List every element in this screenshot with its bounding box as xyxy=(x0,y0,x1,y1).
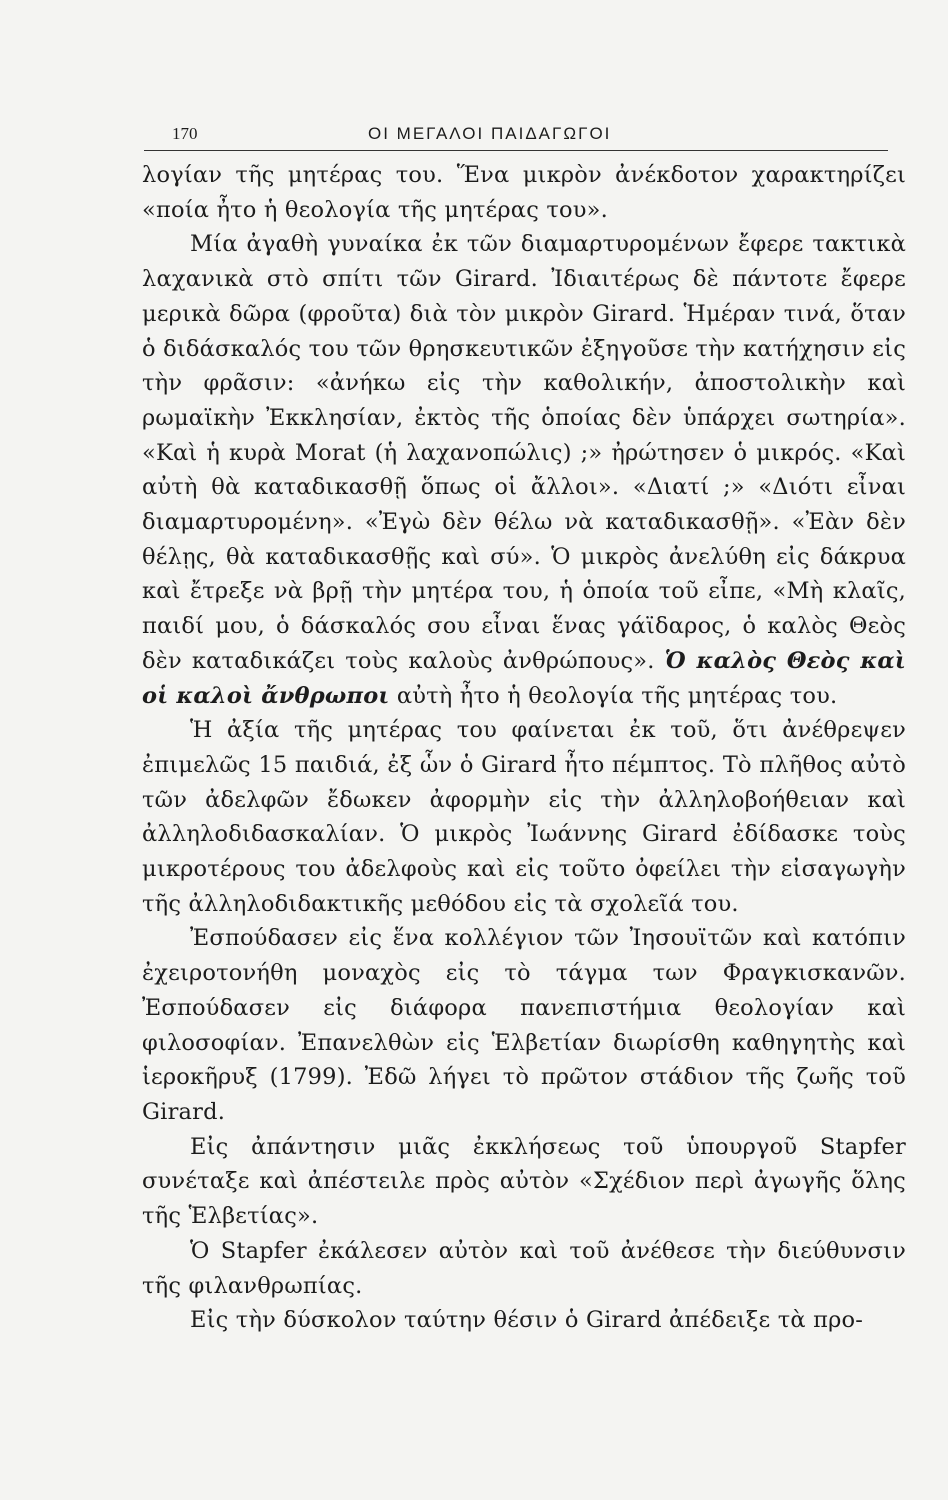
emphasis-phrase: Ὁ καλὸς Θεὸς καὶ οἱ καλοὶ ἄνθρωποι xyxy=(142,647,906,709)
paragraph-2-tail: αὐτὴ ἦτο ἡ θεολογία τῆς μητέρας του. xyxy=(396,682,838,709)
running-title: ΟΙ ΜΕΓΑΛΟΙ ΠΑΙΔΑΓΩΓΟΙ xyxy=(368,124,612,143)
paragraph-7: Εἰς τὴν δύσκολον ταύτην θέσιν ὁ Girard ἀπέδειξε τὰ προ- xyxy=(190,1307,864,1334)
page-number: 170 xyxy=(172,124,198,143)
paragraph-5: Εἰς ἀπάντησιν μιᾶς ἐκκλήσεως τοῦ ὑπουργοῦ Stapfer συνέταξε καὶ ἀπέστειλε πρὸς αὐτὸν «Σχέδιον περὶ ἀγωγῆς ὅλης τῆς Ἑλβετίας». xyxy=(142,1133,906,1230)
paragraph-3: Ἡ ἀξία τῆς μητέρας του φαίνεται ἐκ τοῦ, ὅτι ἀνέθρεψεν ἐπιμελῶς 15 παιδιά, ἐξ ὧν ὁ Girard ἦτο πέμπτος. Τὸ πλῆθος αὐτὸ τῶν ἀδελφῶν ἔδωκεν ἀφορμὴν εἰς τὴν ἀλληλοβοήθειαν καὶ ἀλληλοδιδασκαλίαν. Ὁ μικρὸς Ἰωάννης Girard ἐδίδασκε τοὺς μικροτέρους του ἀδελφοὺς καὶ εἰς τοῦτο ὀφείλει τὴν εἰσαγωγὴν τῆς ἀλληλοδιδακτικῆς μεθόδου εἰς τὰ σχολεῖά του. xyxy=(142,717,906,917)
body-text xyxy=(142,158,906,1338)
paragraph-4: Ἐσπούδασεν εἰς ἕνα κολλέγιον τῶν Ἰησουϊτῶν καὶ κατόπιν ἐχειροτονήθη μοναχὸς εἰς τὸ τάγμα των Φραγκισκανῶν. Ἐσπούδασεν εἰς διάφορα πανεπιστήμια θεολογίαν καὶ φιλοσοφίαν. Ἐπανελθὼν εἰς Ἑλβετίαν διωρίσθη καθηγητὴς καὶ ἱεροκῆρυξ (1799). Ἐδῶ λήγει τὸ πρῶτον στάδιον τῆς ζωῆς τοῦ Girard. xyxy=(142,925,906,1125)
paragraph-6: Ὁ Stapfer ἐκάλεσεν αὐτὸν καὶ τοῦ ἀνέθεσε τὴν διεύθυνσιν τῆς φιλανθρωπίας. xyxy=(142,1237,906,1299)
paragraph-1: λογίαν τῆς μητέρας του. Ἕνα μικρὸν ἀνέκδοτον χαρακτηρίζει «ποία ἦτο ἡ θεολογία τῆς μητέρας του». xyxy=(142,162,906,223)
page-header xyxy=(144,124,888,151)
paragraph-2 xyxy=(142,227,906,713)
paragraph-2-text: Μία ἀγαθὴ γυναίκα ἐκ τῶν διαμαρτυρομένων ἔφερε τακτικὰ λαχανικὰ στὸ σπίτι τῶν Girard. Ἰδιαιτέρως δὲ πάντοτε ἔφερε μερικὰ δῶρα (φροῦτα) διὰ τὸν μικρὸν Girard. Ἡμέραν τινά, ὅταν ὁ διδάσκαλός του τῶν θρησκευτικῶν ἐξηγοῦσε τὴν κατήχησιν εἰς τὴν φρᾶσιν: «ἀνήκω εἰς τὴν καθολικήν, ἀποστολικὴν καὶ ρωμαϊκὴν Ἐκκλησίαν, ἐκτὸς τῆς ὁποίας δὲν ὑπάρχει σωτηρία». «Καὶ ἡ κυρὰ Morat (ἡ λαχανοπώλις) ;» ἠρώτησεν ὁ μικρός. «Καὶ αὐτὴ θὰ καταδικασθῇ ὅπως οἱ ἄλλοι». «Διατί ;» «Διότι εἶναι διαμαρτυρομένη». «Ἐγὼ δὲν θέλω νὰ καταδικασθῇ». «Ἐὰν δὲν θέλῃς, θὰ καταδικασθῇς καὶ σύ». Ὁ μικρὸς ἀνελύθη εἰς δάκρυα καὶ ἔτρεξε νὰ βρῇ τὴν μητέρα του, ἡ ὁποία τοῦ εἶπε, «Μὴ κλαῖς, παιδί μου, ὁ δάσκαλός σου εἶναι ἕνας γάϊδαρος, ὁ καλὸς Θεὸς δὲν καταδικάζει τοὺς καλοὺς ἀνθρώπους». xyxy=(142,231,906,674)
